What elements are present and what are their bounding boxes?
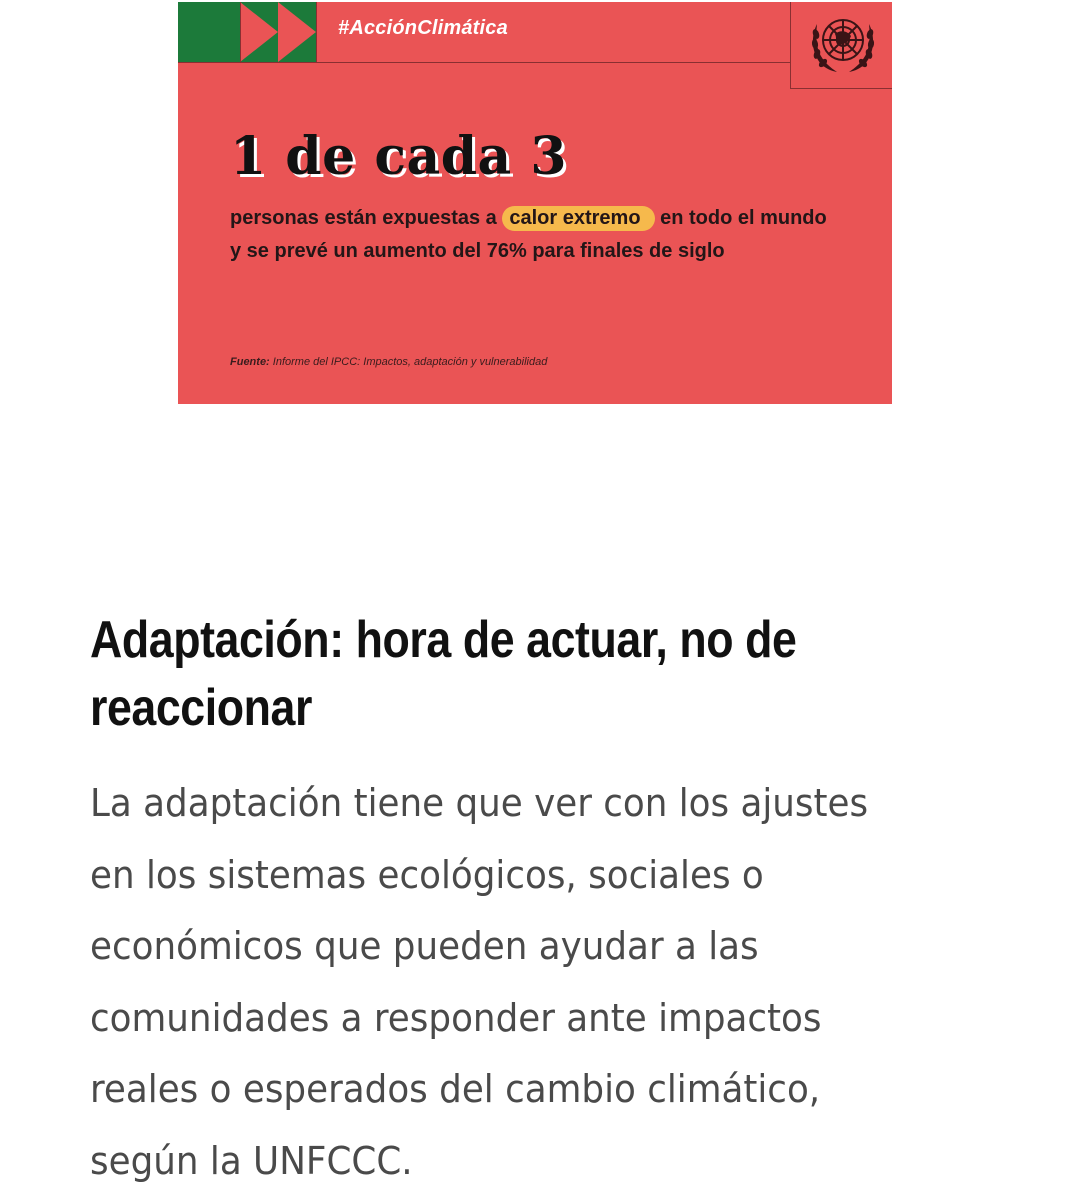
un-emblem-icon	[807, 10, 879, 76]
source-label: Fuente:	[230, 356, 270, 368]
stat-headline: 1 de cada 3	[230, 126, 568, 187]
infographic-header	[178, 2, 892, 63]
article-paragraph: La adaptación tiene que ver con los ajustes en los sistemas ecológicos, sociales o económicos que pueden ayudar a las comunidades a responder ante impactos reales o esperados del cambio climático, según la UNFCCC.	[90, 781, 869, 1183]
header-divider	[316, 2, 317, 62]
stat-text-before: personas están expuestas a	[230, 207, 503, 229]
source-note	[230, 356, 547, 368]
header-divider	[240, 2, 241, 62]
hashtag-label: #AcciónClimática	[338, 17, 508, 39]
climate-infographic	[178, 2, 892, 404]
stat-description	[230, 202, 830, 268]
un-logo-box	[790, 2, 892, 89]
stat-highlight: calor extremo	[502, 206, 654, 231]
stat-text-after: en todo el mundo y se prevé un aumento del 76% para finales de siglo	[230, 207, 827, 262]
article-heading: Adaptación: hora de actuar, no de reaccionar	[90, 611, 797, 737]
source-text: Informe del IPCC: Impactos, adaptación y vulnerabilidad	[269, 356, 548, 368]
double-arrow-icon	[178, 2, 316, 62]
